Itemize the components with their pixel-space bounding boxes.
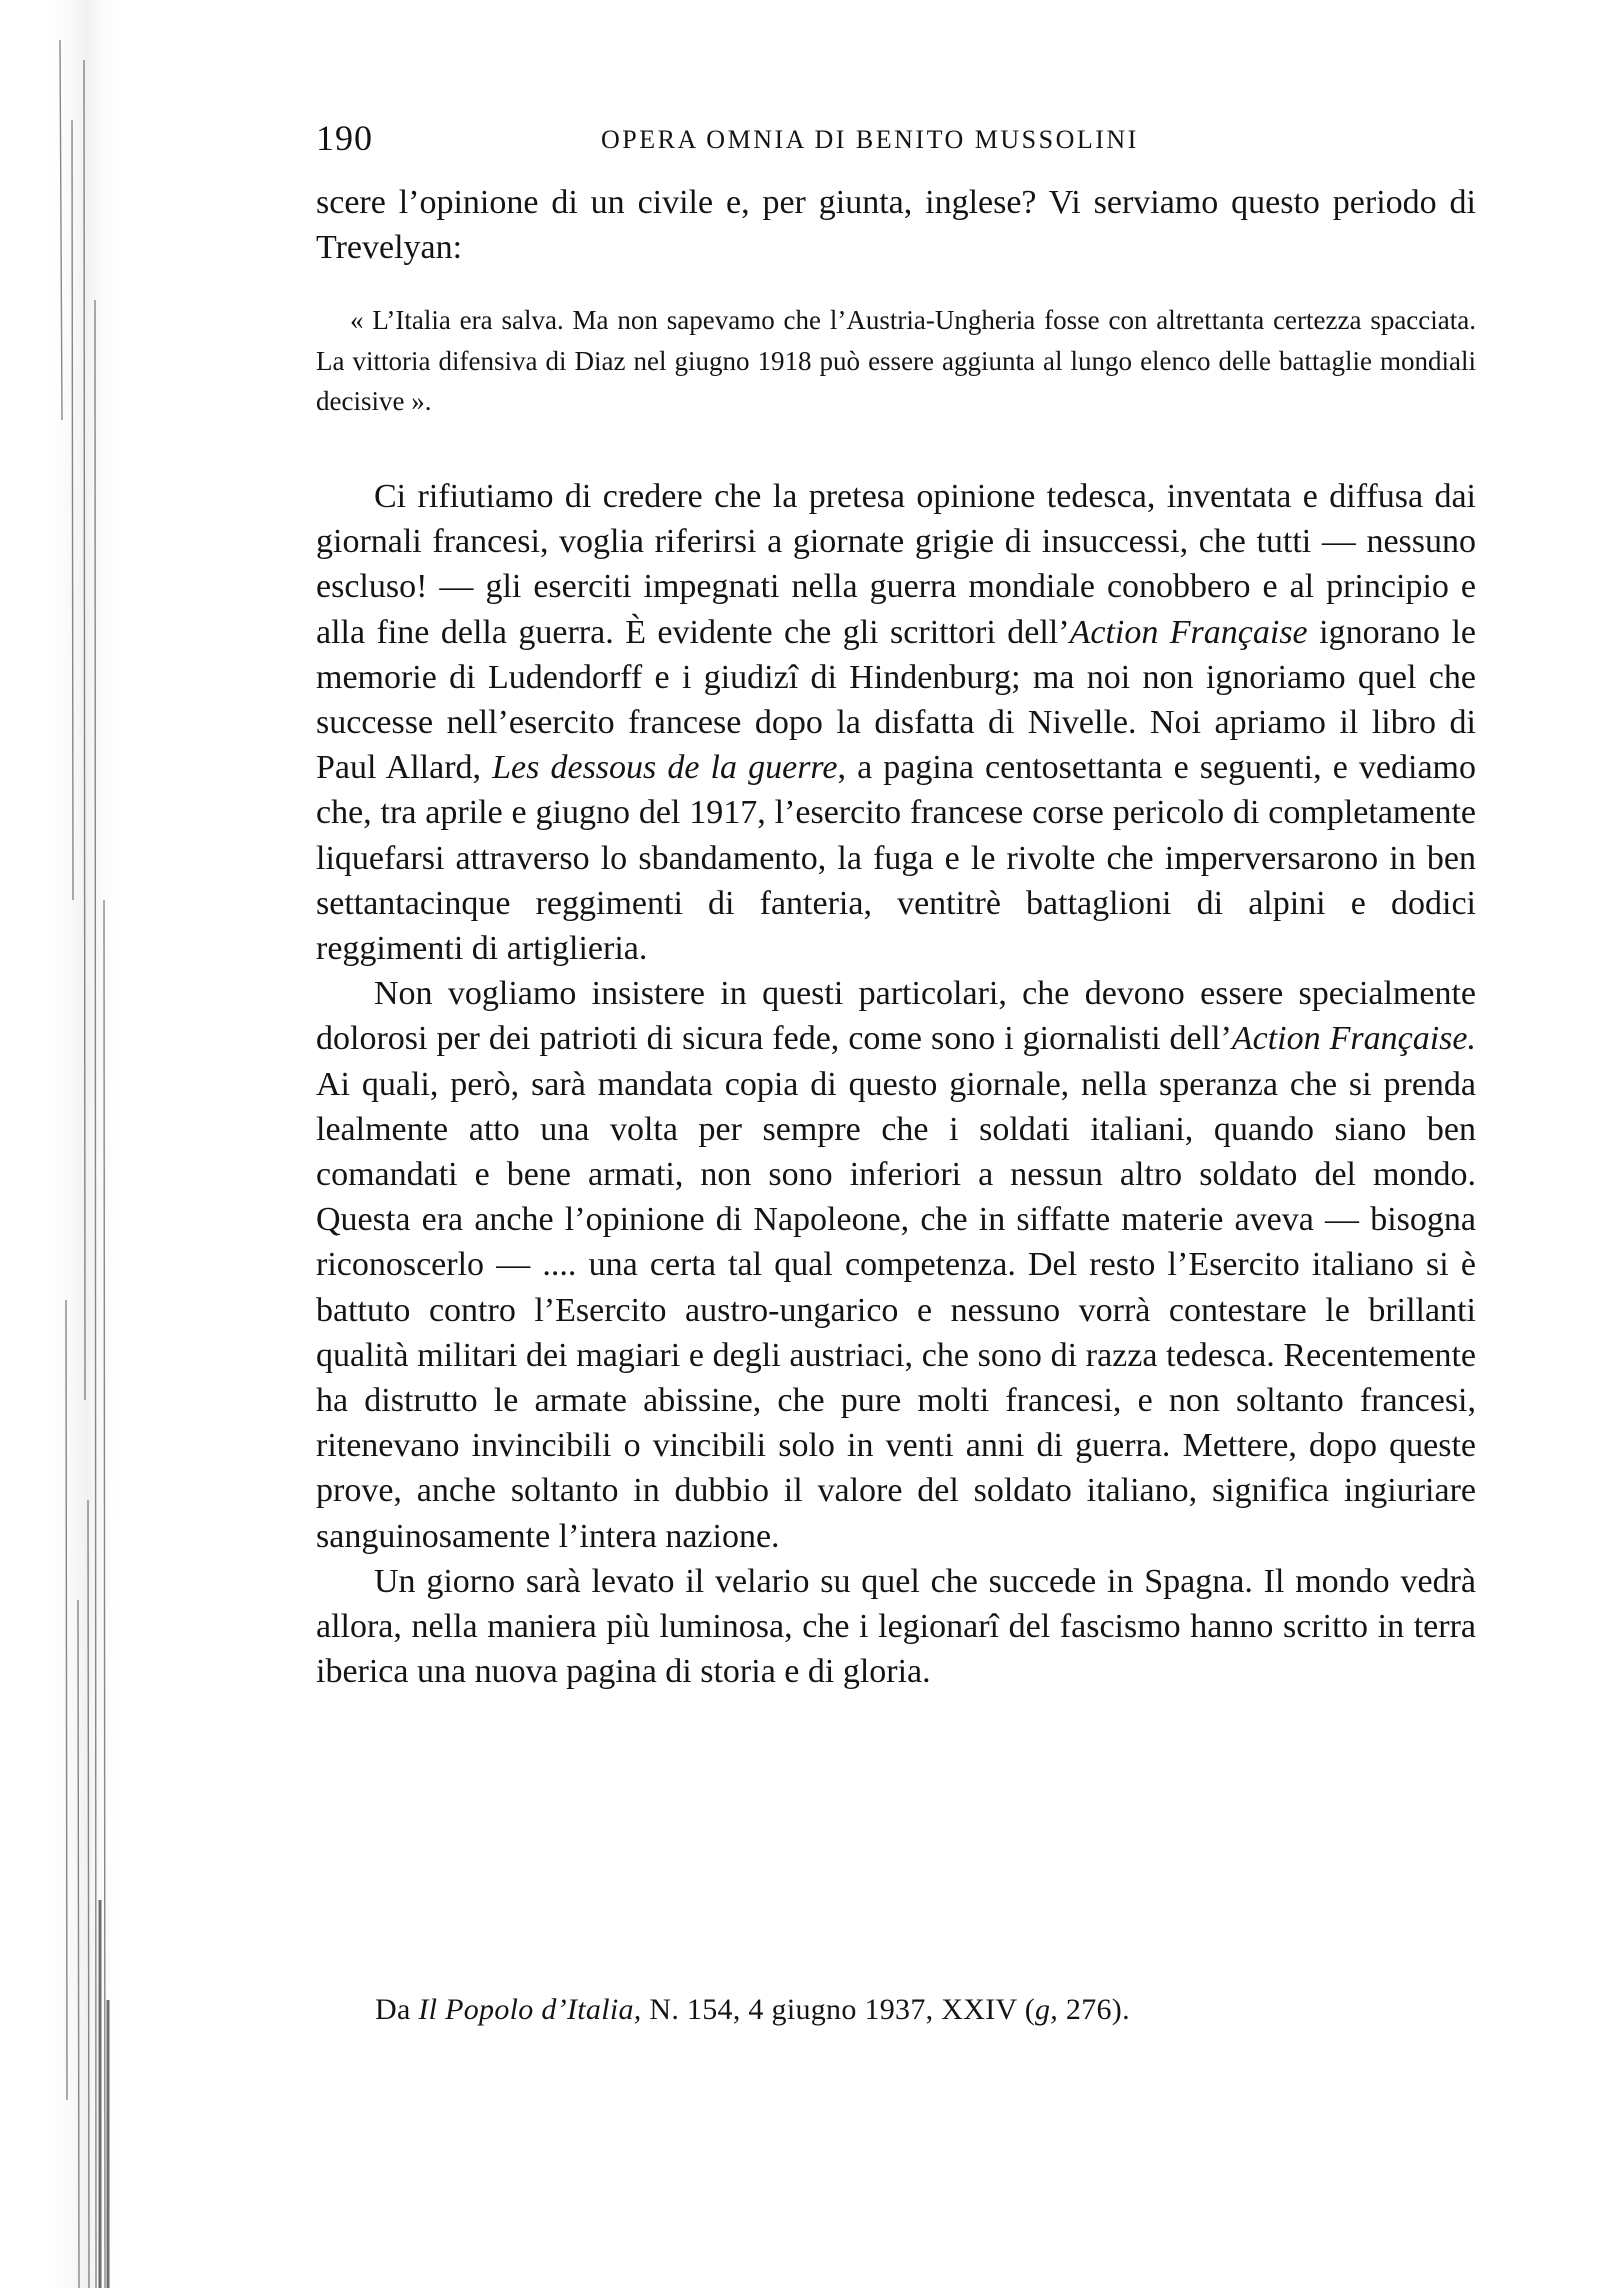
source-g: g, [1035,1993,1059,2026]
block-quote: « L’Italia era salva. Ma non sapevamo che l’Austria-Ungheria fosse con altrettanta certezza spacciata. La vittoria difensiva di Diaz nel giugno 1918 può essere aggiunta al lungo elenco delle battaglie mondiali decisive ». [316,305,1476,417]
running-head: OPERA OMNIA DI BENITO MUSSOLINI [601,125,1139,154]
paragraph-2-text-b: ignorano le memorie di Ludendorff e i giudizî di Hindenburg; ma noi non ignoriamo quel che successe nell’esercito francese dopo la disfatta di Nivelle. Noi apriamo il libro di Paul Allard, [316,613,1476,787]
source-citation [375,1993,1130,2027]
page-header [316,117,1476,167]
source-end: 276). [1058,1993,1130,2026]
paragraph-3-italic-a: Action Française. [1231,1020,1476,1058]
paragraph-2-text-c: , a pagina centosettanta e seguenti, e vediamo che, tra aprile e giugno del 1917, l’esercito francese corse pericolo di completamente liquefarsi attraverso lo sbandamento, la fuga e le rivolte che imperversarono in ben settantacinque reggimenti di fanteria, ventitrè battaglioni di alpini e dodici reggimenti di artiglieria. [316,749,1476,967]
body-text [316,180,1476,1694]
paragraph-3 [316,971,1476,1559]
paragraph-2 [316,474,1476,971]
paragraph-2-text-a: Ci rifiutiamo di credere che la pretesa opinione tedesca, inventata e diffusa dai giornali francesi, voglia riferirsi a giornate grigie di insuccessi, che tutti — nessuno escluso! — gli eserciti impegnati nella guerra mondiale conobbero e al principio e alla fine della guerra. È evidente che gli scrittori dell’ [316,477,1476,651]
binding-shadow [0,0,125,2288]
paragraph-2-italic-b: Les dessous de la guerre [492,749,838,787]
paragraph-1: scere l’opinione di un civile e, per giunta, inglese? Vi serviamo questo periodo di Trevelyan: [316,184,1476,267]
page-number: 190 [316,118,373,158]
source-mid: N. 154, 4 giugno 1937, XXIV ( [641,1993,1035,2026]
paragraph-3-text-b: Ai quali, però, sarà mandata copia di questo giornale, nella speranza che si prenda lealmente atto una volta per sempre che i soldati italiani, quando siano ben comandati e bene armati, non sono inferiori a nessun altro soldato del mondo. Questa era anche l’opinione di Napoleone, che in siffatte materie aveva — bisogna riconoscerlo — .... una certa tal qual competenza. Del resto l’Esercito italiano si è battuto contro l’Esercito austro-ungarico e nessuno vorrà contestare le brillanti qualità militari dei magiari e degli austriaci, che sono di razza tedesca. Recentemente ha distrutto le armate abissine, che pure molti francesi, e non soltanto francesi, ritenevano invincibili o vincibili solo in venti anni di guerra. Mettere, dopo queste prove, anche soltanto in dubbio il valore del soldato italiano, significa ingiuriare sanguinosamente l’intera nazione. [316,1065,1476,1555]
paragraph-3-text-a: Non vogliamo insistere in questi particolari, che devono essere specialmente dolorosi per dei patrioti di sicura fede, come sono i giornalisti dell’ [316,975,1476,1058]
source-prefix: Da [375,1993,419,2026]
paragraph-4: Un giorno sarà levato il velario su quel che succede in Spagna. Il mondo vedrà allora, nella maniera più luminosa, che i legionarî del fascismo hanno scritto in terra iberica una nuova pagina di storia e di gloria. [316,1562,1476,1691]
source-title: Il Popolo d’Italia, [418,1993,642,2026]
paragraph-2-italic-a: Action Française [1069,613,1308,651]
